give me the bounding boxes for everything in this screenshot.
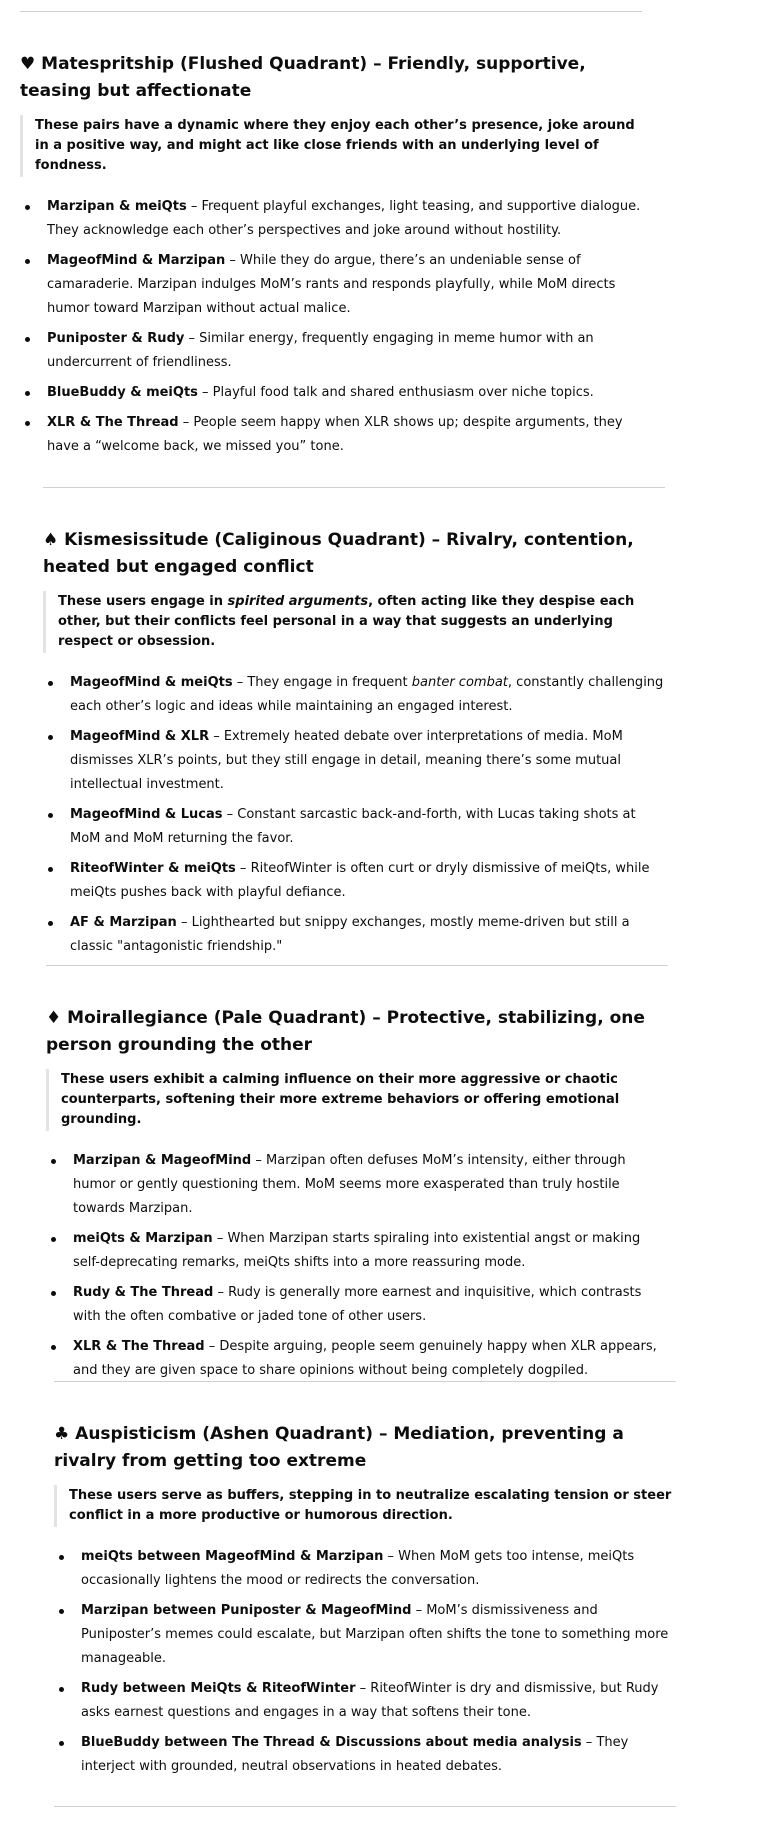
spade-icon: ♠ bbox=[43, 530, 59, 550]
pair-name: XLR & The Thread bbox=[47, 415, 179, 430]
list-item: Marzipan between Puniposter & MageofMind – MoM’s dismissiveness and Puniposter’s memes could escalate, but Marzipan often shifts the tone to something more manageable. bbox=[54, 1599, 679, 1671]
pair-list bbox=[46, 1149, 671, 1383]
pair-description: People seem happy when XLR shows up; despite arguments, they have a “welcome back, we missed you” tone. bbox=[47, 415, 623, 454]
pair-description: Extremely heated debate over interpretations of media. MoM dismisses XLR’s points, but they still engage in detail, meaning there’s some mutual intellectual investment. bbox=[70, 729, 623, 792]
section-summary: These users serve as buffers, stepping in to neutralize escalating tension or steer conflict in a more productive or humorous direction. bbox=[54, 1485, 679, 1527]
pair-description: Constant sarcastic back-and-forth, with Lucas taking shots at MoM and MoM returning the favor. bbox=[70, 807, 636, 846]
list-item: XLR & The Thread – People seem happy when XLR shows up; despite arguments, they have a “welcome back, we missed you” tone. bbox=[20, 411, 645, 459]
section-title bbox=[46, 1005, 671, 1059]
divider bbox=[46, 965, 668, 966]
section-title-text: Moirallegiance (Pale Quadrant) – Protective, stabilizing, one person grounding the other bbox=[46, 1008, 645, 1055]
pair-list bbox=[20, 195, 645, 459]
section-flushed bbox=[20, 51, 645, 465]
section-caliginous bbox=[43, 527, 668, 965]
section-title bbox=[20, 51, 645, 105]
section-title-text: Matespritship (Flushed Quadrant) – Friendly, supportive, teasing but affectionate bbox=[20, 54, 586, 101]
list-item: Marzipan & meiQts – Frequent playful exchanges, light teasing, and supportive dialogue. They acknowledge each other’s perspectives and joke around without hostility. bbox=[20, 195, 645, 243]
list-item: MageofMind & Marzipan – While they do argue, there’s an undeniable sense of camaraderie. Marzipan indulges MoM’s rants and responds playfully, while MoM directs humor toward Marzipan without actual malice. bbox=[20, 249, 645, 321]
list-item: MageofMind & meiQts – They engage in frequent banter combat, constantly challenging each other’s logic and ideas while maintaining an engaged interest. bbox=[43, 671, 668, 719]
list-item: Marzipan & MageofMind – Marzipan often defuses MoM’s intensity, either through humor or gently questioning them. MoM seems more exasperated than truly hostile towards Marzipan. bbox=[46, 1149, 671, 1221]
pair-description: They engage in frequent banter combat, constantly challenging each other’s logic and ideas while maintaining an engaged interest. bbox=[70, 675, 664, 714]
divider bbox=[54, 1806, 676, 1807]
pair-description: MoM’s dismissiveness and Puniposter’s memes could escalate, but Marzipan often shifts the tone to something more manageable. bbox=[81, 1603, 669, 1666]
section-title-text: Auspisticism (Ashen Quadrant) – Mediation, preventing a rivalry from getting too extreme bbox=[54, 1424, 624, 1471]
section-pale bbox=[46, 1005, 671, 1389]
list-item: MageofMind & XLR – Extremely heated debate over interpretations of media. MoM dismisses XLR’s points, but they still engage in detail, meaning there’s some mutual intellectual investment. bbox=[43, 725, 668, 797]
list-item: Rudy & The Thread – Rudy is generally more earnest and inquisitive, which contrasts with the often combative or jaded tone of other users. bbox=[46, 1281, 671, 1329]
list-item: BlueBuddy between The Thread & Discussions about media analysis – They interject with grounded, neutral observations in heated debates. bbox=[54, 1731, 679, 1779]
pair-name: Rudy & The Thread bbox=[73, 1285, 214, 1300]
pair-description: Rudy is generally more earnest and inquisitive, which contrasts with the often combative or jaded tone of other users. bbox=[73, 1285, 642, 1324]
list-item: meiQts between MageofMind & Marzipan – When MoM gets too intense, meiQts occasionally lightens the mood or redirects the conversation. bbox=[54, 1545, 679, 1593]
pair-description: When MoM gets too intense, meiQts occasionally lightens the mood or redirects the conversation. bbox=[81, 1549, 635, 1588]
pair-description: When Marzipan starts spiraling into existential angst or making self-deprecating remarks, meiQts shifts into a more reassuring mode. bbox=[73, 1231, 641, 1270]
pair-name: meiQts & Marzipan bbox=[73, 1231, 213, 1246]
list-item: AF & Marzipan – Lighthearted but snippy exchanges, mostly meme-driven but still a classic "antagonistic friendship." bbox=[43, 911, 668, 959]
list-item: MageofMind & Lucas – Constant sarcastic back-and-forth, with Lucas taking shots at MoM and MoM returning the favor. bbox=[43, 803, 668, 851]
section-title bbox=[54, 1421, 679, 1475]
divider bbox=[43, 487, 665, 488]
pair-description: Marzipan often defuses MoM’s intensity, either through humor or gently questioning them. MoM seems more exasperated than truly hostile towards Marzipan. bbox=[73, 1153, 626, 1216]
divider bbox=[20, 11, 642, 12]
pair-name: BlueBuddy & meiQts bbox=[47, 385, 198, 400]
club-icon: ♣ bbox=[54, 1424, 70, 1444]
pair-name: BlueBuddy between The Thread & Discussions about media analysis bbox=[81, 1735, 582, 1750]
pair-name: AF & Marzipan bbox=[70, 915, 177, 930]
pair-name: RiteofWinter & meiQts bbox=[70, 861, 236, 876]
pair-name: MageofMind & meiQts bbox=[70, 675, 233, 690]
pair-description: Lighthearted but snippy exchanges, mostly meme-driven but still a classic "antagonistic friendship." bbox=[70, 915, 630, 954]
pair-description: Similar energy, frequently engaging in meme humor with an undercurrent of friendliness. bbox=[47, 331, 594, 370]
pair-name: Puniposter & Rudy bbox=[47, 331, 185, 346]
pair-description: RiteofWinter is dry and dismissive, but Rudy asks earnest questions and engages in a way that softens their tone. bbox=[81, 1681, 659, 1720]
pair-list bbox=[54, 1545, 679, 1779]
pair-description: RiteofWinter is often curt or dryly dismissive of meiQts, while meiQts pushes back with playful defiance. bbox=[70, 861, 650, 900]
section-summary: These pairs have a dynamic where they enjoy each other’s presence, joke around in a positive way, and might act like close friends with an underlying level of fondness. bbox=[20, 115, 645, 177]
list-item: RiteofWinter & meiQts – RiteofWinter is often curt or dryly dismissive of meiQts, while meiQts pushes back with playful defiance. bbox=[43, 857, 668, 905]
section-title bbox=[43, 527, 668, 581]
list-item: XLR & The Thread – Despite arguing, people seem genuinely happy when XLR appears, and they are given space to share opinions without being completely dogpiled. bbox=[46, 1335, 671, 1383]
list-item: Puniposter & Rudy – Similar energy, frequently engaging in meme humor with an undercurrent of friendliness. bbox=[20, 327, 645, 375]
pair-name: XLR & The Thread bbox=[73, 1339, 205, 1354]
pair-name: Marzipan & MageofMind bbox=[73, 1153, 252, 1168]
list-item: BlueBuddy & meiQts – Playful food talk and shared enthusiasm over niche topics. bbox=[20, 381, 645, 405]
section-title-text: Kismesissitude (Caliginous Quadrant) – Rivalry, contention, heated but engaged conflict bbox=[43, 530, 634, 577]
heart-icon: ♥ bbox=[20, 54, 36, 74]
pair-name: MageofMind & Marzipan bbox=[47, 253, 226, 268]
pair-name: MageofMind & XLR bbox=[70, 729, 210, 744]
pair-description: While they do argue, there’s an undeniable sense of camaraderie. Marzipan indulges MoM’s rants and responds playfully, while MoM directs humor toward Marzipan without actual malice. bbox=[47, 253, 616, 316]
list-item: meiQts & Marzipan – When Marzipan starts spiraling into existential angst or making self-deprecating remarks, meiQts shifts into a more reassuring mode. bbox=[46, 1227, 671, 1275]
pair-list bbox=[43, 671, 668, 959]
pair-description: They interject with grounded, neutral observations in heated debates. bbox=[81, 1735, 629, 1774]
section-summary: These users engage in spirited arguments, often acting like they despise each other, but their conflicts feel personal in a way that suggests an underlying respect or obsession. bbox=[43, 591, 668, 653]
list-item: Rudy between MeiQts & RiteofWinter – RiteofWinter is dry and dismissive, but Rudy asks earnest questions and engages in a way that softens their tone. bbox=[54, 1677, 679, 1725]
section-summary: These users exhibit a calming influence on their more aggressive or chaotic counterparts, softening their more extreme behaviors or offering emotional grounding. bbox=[46, 1069, 671, 1131]
pair-name: Marzipan & meiQts bbox=[47, 199, 187, 214]
pair-description: Despite arguing, people seem genuinely happy when XLR appears, and they are given space to share opinions without being completely dogpiled. bbox=[73, 1339, 657, 1378]
section-ashen bbox=[54, 1421, 679, 1785]
diamond-icon: ♦ bbox=[46, 1008, 62, 1028]
pair-description: Playful food talk and shared enthusiasm over niche topics. bbox=[212, 385, 594, 400]
pair-name: Rudy between MeiQts & RiteofWinter bbox=[81, 1681, 356, 1696]
pair-name: Marzipan between Puniposter & MageofMind bbox=[81, 1603, 412, 1618]
pair-name: meiQts between MageofMind & Marzipan bbox=[81, 1549, 384, 1564]
pair-description: Frequent playful exchanges, light teasing, and supportive dialogue. They acknowledge each other’s perspectives and joke around without hostility. bbox=[47, 199, 641, 238]
pair-name: MageofMind & Lucas bbox=[70, 807, 223, 822]
